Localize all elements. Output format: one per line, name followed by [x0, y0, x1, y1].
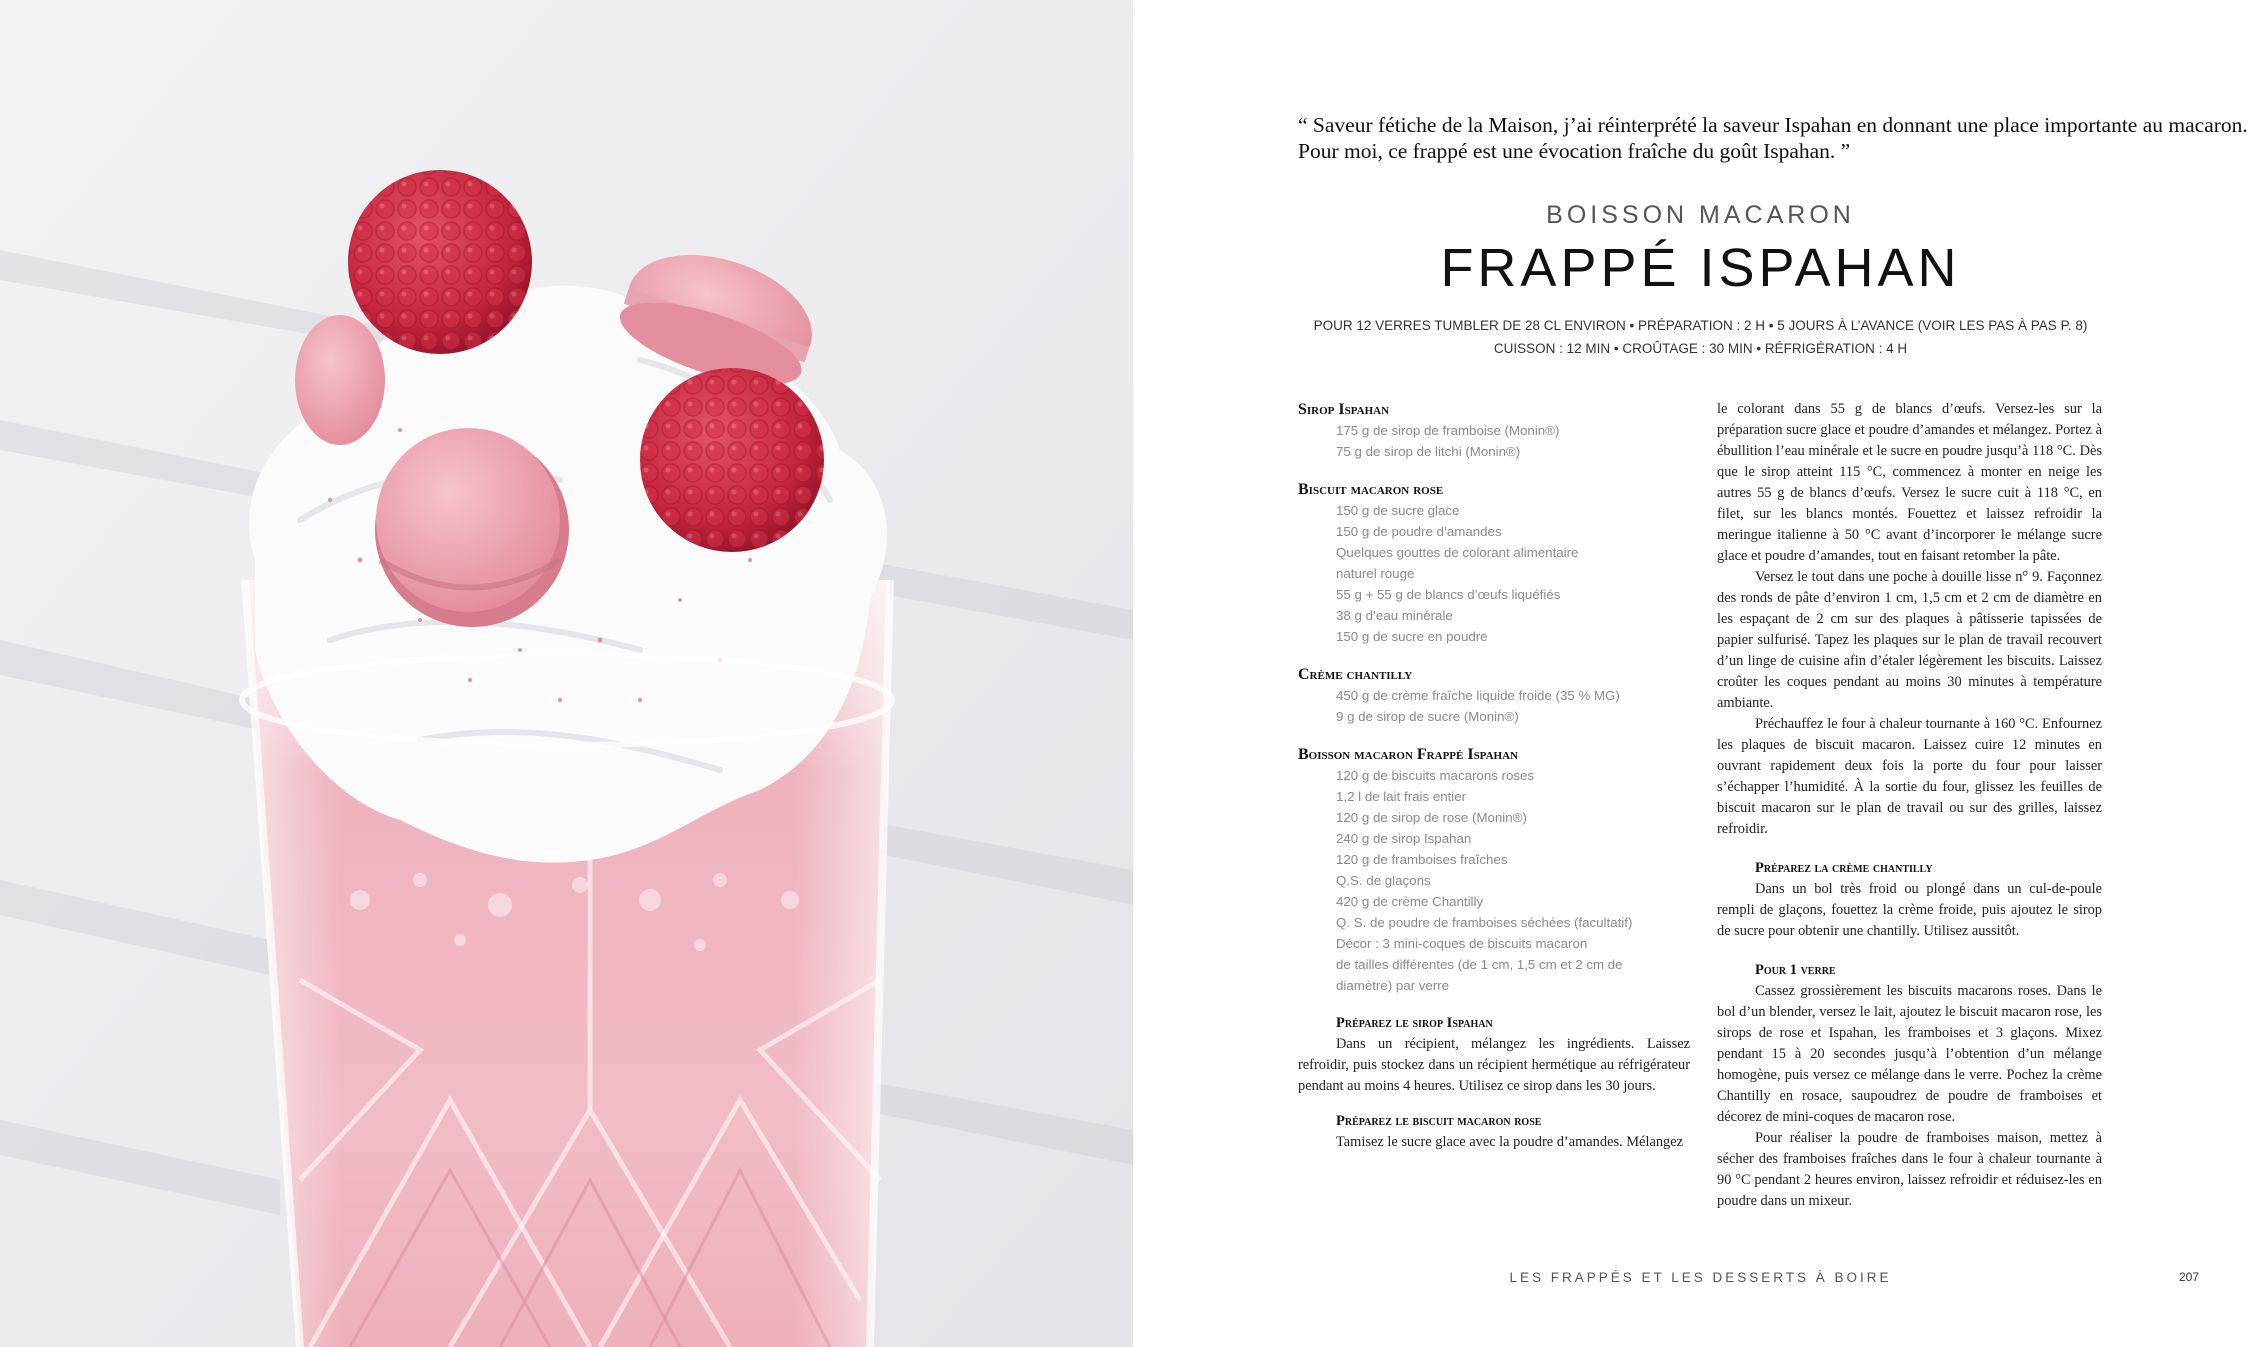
- photo-page: [0, 0, 1133, 1347]
- ingredient-item: 120 g de biscuits macarons roses: [1336, 768, 1535, 783]
- ingredient-item: 150 g de sucre glace: [1336, 503, 1460, 518]
- step-heading: Préparez la crème chantilly: [1755, 860, 1933, 876]
- step-text: Dans un récipient, mélangez les ingrédients. Laissez refroidir, puis stockez dans un récipient hermétique au réfrigérateur pendant au moins 4 heures. Utilisez ce sirop dans les 30 jours.: [1298, 1036, 1690, 1094]
- ingredient-heading: Crème chantilly: [1298, 666, 1413, 683]
- ingredient-item: 1,2 l de lait frais entier: [1336, 789, 1467, 804]
- recipe-page: [1133, 0, 2268, 1347]
- ingredient-item: 420 g de crème Chantilly: [1336, 894, 1484, 909]
- step-heading: Préparez le sirop Ispahan: [1336, 1015, 1493, 1031]
- ingredient-item: 55 g + 55 g de blancs d’œufs liquéfiés: [1336, 587, 1561, 602]
- ingredient-group: [1298, 479, 1690, 647]
- ingredient-item: 75 g de sirop de litchi (Monin®): [1336, 444, 1521, 459]
- ingredient-item: 150 g de poudre d’amandes: [1336, 524, 1502, 539]
- step-heading: Préparez le biscuit macaron rose: [1336, 1113, 1542, 1129]
- step-heading: Pour 1 verre: [1755, 962, 1836, 978]
- method-paragraph: le colorant dans 55 g de blancs d’œufs. Versez-les sur la préparation sucre glace et poudre d’amandes et mélangez. Portez à ébullition l’eau minérale et le sucre en poudre jusqu’à 118 °C. Dès que le sirop atteint 115 °C, commencez à monter en neige les autres 55 g de blancs d’œufs. Versez le sucre cuit à 118 °C, en filet, sur les blancs montés. Fouettez et laissez refroidir la meringue italienne à 50 °C avant d’incorporer le mélange sucre glace et poudre d’amandes, tout en faisant retomber la pâte.: [1717, 401, 2102, 564]
- ingredient-item: 150 g de sucre en poudre: [1336, 629, 1488, 644]
- ingredient-item: 240 g de sirop Ispahan: [1336, 831, 1472, 846]
- ingredient-group: [1298, 744, 1690, 996]
- ingredient-heading: Sirop Ispahan: [1298, 401, 1390, 418]
- ingredient-item: 450 g de crème fraîche liquide froide (35 % MG): [1336, 688, 1620, 703]
- running-footer: LES FRAPPÉS ET LES DESSERTS À BOIRE: [1509, 1270, 1892, 1285]
- ingredient-item: diamètre) par verre: [1336, 978, 1450, 993]
- ingredient-item: Q. S. de poudre de framboises séchées (facultatif): [1336, 915, 1633, 930]
- method-paragraph: Cassez grossièrement les biscuits macarons roses. Dans le bol d’un blender, versez le lait, ajoutez le biscuit macaron rose, les sirops de rose et Ispahan, les framboises et 3 glaçons. Mixez pendant 15 à 20 secondes jusqu’à l’obtention d’un mélange homogène, puis versez ce mélange dans le verre. Pochez la crème Chantilly en rosace, saupoudrez de poudre de framboises et décorez de mini-coques de macaron rose.: [1717, 983, 2102, 1125]
- ingredient-heading: Boisson macaron Frappé Ispahan: [1298, 746, 1518, 763]
- ingredient-item: 9 g de sirop de sucre (Monin®): [1336, 709, 1519, 724]
- method-paragraph: Préchauffez le four à chaleur tournante à 160 °C. Enfournez les plaques de biscuit macaron. Laissez cuire 12 minutes en ouvrant rapidement deux fois la porte du four pour laisser s’échapper l’humidité. À la sortie du four, glissez les feuilles de biscuit macaron sur le plan de travail ou sur des grilles, laissez refroidir.: [1717, 716, 2102, 837]
- recipe-title: FRAPPÉ ISPAHAN: [1440, 238, 1961, 298]
- ingredient-item: 175 g de sirop de framboise (Monin®): [1336, 423, 1560, 438]
- recipe-info-line-1: POUR 12 VERRES TUMBLER DE 28 CL ENVIRON • PRÉPARATION : 2 H • 5 JOURS À L’AVANCE (VOIR LES PAS À PAS P. 8): [1313, 318, 2088, 333]
- ingredient-item: 38 g d’eau minérale: [1336, 608, 1453, 623]
- chef-quote: “ Saveur fétiche de la Maison, j’ai réinterprété la saveur Ispahan en donnant une place importante au macaron. Pour moi, ce frappé est une évocation fraîche du goût Ispahan. ”: [1298, 113, 2248, 163]
- recipe-kicker: BOISSON MACARON: [1546, 201, 1855, 229]
- step-text: Tamisez le sucre glace avec la poudre d’amandes. Mélangez: [1336, 1134, 1683, 1150]
- method-paragraph: Versez le tout dans une poche à douille lisse n° 9. Façonnez des ronds de pâte d’environ 1 cm, 1,5 cm et 2 cm de diamètre en les espaçant de 2 cm sur des plaques à pâtisserie tapissées de papier sulfurisé. Tapez les plaques sur le plan de travail recouvert d’un linge de cuisine afin d’étaler légèrement les biscuits. Laissez croûter les coques pendant au moins 30 minutes à température ambiante.: [1717, 569, 2102, 711]
- ingredient-heading: Biscuit macaron rose: [1298, 481, 1444, 498]
- ingredient-group: [1298, 664, 1690, 727]
- ingredient-item: de tailles différentes (de 1 cm, 1,5 cm et 2 cm de: [1336, 957, 1623, 972]
- ingredient-item: naturel rouge: [1336, 566, 1415, 581]
- ingredient-item: 120 g de sirop de rose (Monin®): [1336, 810, 1527, 825]
- frappe-photo: [0, 0, 1133, 1347]
- ingredient-item: Décor : 3 mini-coques de biscuits macaron: [1336, 936, 1588, 951]
- recipe-info-line-2: CUISSON : 12 MIN • CROÛTAGE : 30 MIN • RÉFRIGÉRATION : 4 H: [1493, 341, 1908, 356]
- page-number: 207: [2179, 1270, 2200, 1284]
- method-paragraph: Dans un bol très froid ou plongé dans un cul-de-poule rempli de glaçons, fouettez la crème froide, puis ajoutez le sirop de sucre pour obtenir une chantilly. Utilisez aussitôt.: [1717, 881, 2102, 939]
- ingredient-item: Quelques gouttes de colorant alimentaire: [1336, 545, 1579, 560]
- ingredient-item: 120 g de framboises fraîches: [1336, 852, 1508, 867]
- method-paragraph: Pour réaliser la poudre de framboises maison, mettez à sécher des framboises fraîches dans le four à chaleur tournante à 90 °C pendant 2 heures environ, laissez refroidir et réduisez-les en poudre dans un mixeur.: [1717, 1130, 2102, 1209]
- ingredients-column: [1298, 399, 1690, 1153]
- ingredient-group: [1298, 399, 1690, 462]
- ingredient-item: Q.S. de glaçons: [1336, 873, 1431, 888]
- method-column: [1717, 399, 2102, 1212]
